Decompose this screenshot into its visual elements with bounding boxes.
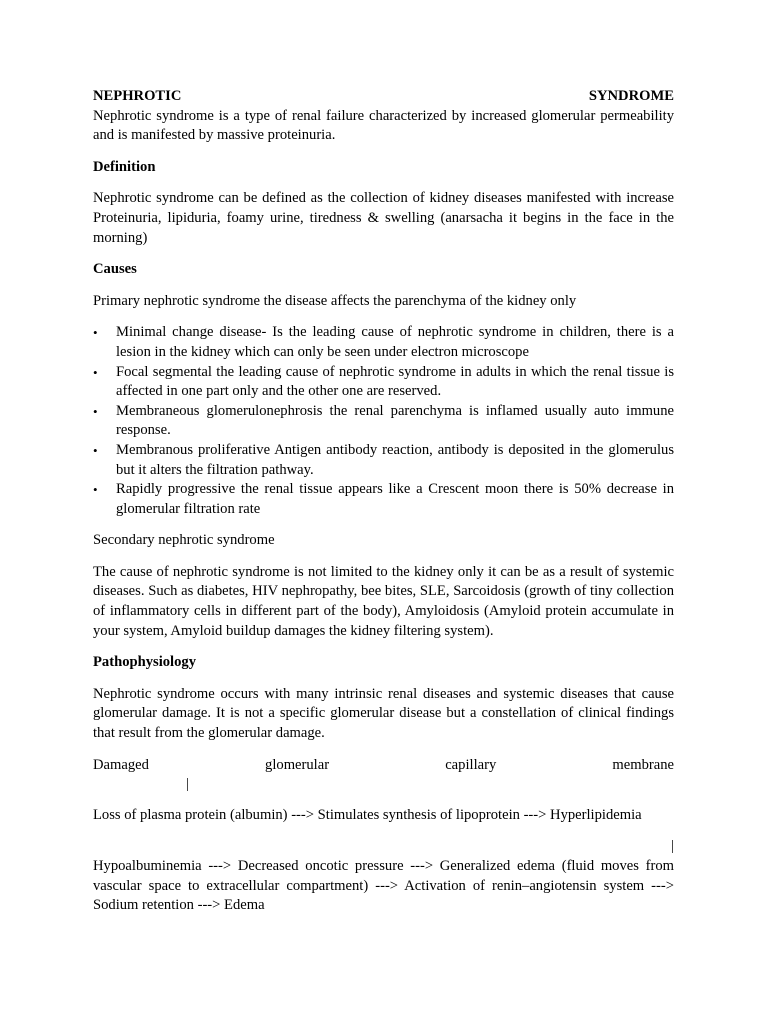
flow-line-2: Loss of plasma protein (albumin) ---> Stimulates synthesis of lipoprotein ---> Hyperlipidemia: [93, 806, 642, 823]
secondary-paragraph: The cause of nephrotic syndrome is not limited to the kidney only it can be as a result of systemic diseases. Such as diabetes, HIV nephropathy, bee bites, SLE, Sarcoidosis (growth of tiny collection of inflammatory cells in different part of the body), Amyloidosis (Amyloid protein accumulate in your system, Amyloid buildup damages the kidney filtering system).: [93, 563, 674, 639]
list-item: [93, 441, 674, 480]
flow-connector-left: |: [186, 776, 189, 793]
definition-heading: Definition: [93, 158, 156, 175]
causes-list: [93, 323, 674, 519]
document-body: [93, 87, 674, 916]
secondary-heading: Secondary nephrotic syndrome: [93, 532, 275, 549]
list-item: [93, 480, 674, 519]
flow-word: capillary: [445, 756, 497, 773]
primary-intro: Primary nephrotic syndrome the disease affects the parenchyma of the kidney only: [93, 292, 577, 309]
bullet-icon: •: [93, 442, 98, 458]
document-title: [93, 87, 674, 107]
flow-line-1: [93, 756, 674, 776]
list-item-text: Rapidly progressive the renal tissue appears like a Crescent moon there is 50% decrease in glomerular filtration rate: [116, 481, 674, 517]
bullet-icon: •: [93, 403, 98, 419]
flow-word: membrane: [612, 756, 674, 773]
bullet-icon: •: [93, 482, 98, 498]
bullet-icon: •: [93, 364, 98, 380]
list-item: [93, 363, 674, 402]
list-item-text: Minimal change disease- Is the leading cause of nephrotic syndrome in children, there is a lesion in the kidney which can only be seen under electron microscope: [116, 324, 674, 360]
pathophysiology-paragraph: Nephrotic syndrome occurs with many intrinsic renal diseases and systemic diseases that cause glomerular damage. It is not a specific glomerular disease but a constellation of clinical findings that result from the glomerular damage.: [93, 685, 674, 742]
list-item: [93, 323, 674, 362]
flow-connector-right: |: [671, 838, 674, 855]
flow-word: glomerular: [265, 756, 330, 773]
list-item: [93, 402, 674, 441]
title-left: NEPHROTIC: [93, 88, 182, 104]
pathophysiology-heading: Pathophysiology: [93, 654, 196, 671]
flow-word: Damaged: [93, 756, 149, 773]
definition-paragraph: Nephrotic syndrome can be defined as the collection of kidney diseases manifested with increase Proteinuria, lipiduria, foamy urine, tiredness & swelling (anarsacha it begins in the face in the morning): [93, 190, 674, 246]
intro-paragraph: Nephrotic syndrome is a type of renal failure characterized by increased glomerular permeability and is manifested by massive proteinuria.: [93, 107, 674, 144]
bullet-icon: •: [93, 325, 98, 341]
flow-line-3: Hypoalbuminemia ---> Decreased oncotic pressure ---> Generalized edema (fluid moves from vascular space to extracellular compartment) ---> Activation of renin–angiotensin system ---> Sodium retention ---> Edema: [93, 858, 674, 914]
list-item-text: Membranous proliferative Antigen antibody reaction, antibody is deposited in the glomerulus but it alters the filtration pathway.: [116, 441, 674, 478]
list-item-text: Membraneous glomerulonephrosis the renal parenchyma is inflamed usually auto immune response.: [116, 402, 674, 439]
causes-heading: Causes: [93, 261, 137, 278]
list-item-text: Focal segmental the leading cause of nephrotic syndrome in adults in which the renal tissue is affected in one part only and the other one are reserved.: [116, 363, 674, 400]
title-right: SYNDROME: [588, 88, 674, 104]
